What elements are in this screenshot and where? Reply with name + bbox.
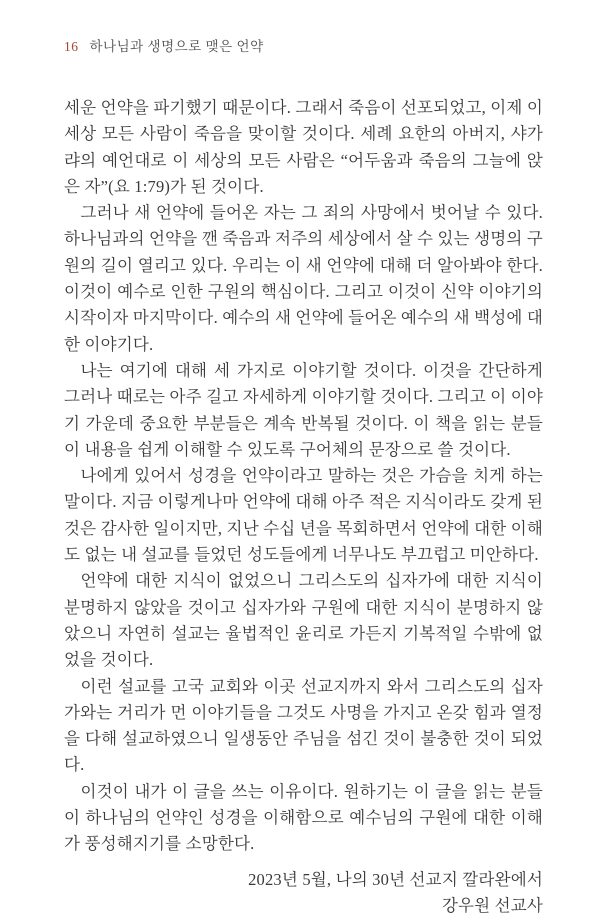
- running-head: [64, 38, 543, 56]
- paragraph-7: 이것이 내가 이 글을 쓰는 이유이다. 원하기는 이 글을 읽는 분들이 하나님의 언약인 성경을 이해함으로 예수님의 구원에 대한 이해가 풍성해지기를 소망한다.: [64, 781, 543, 854]
- paragraph-6: 이런 설교를 고국 교회와 이곳 선교지까지 와서 그리스도의 십자가와는 거리가 먼 이야기들을 그것도 사명을 가지고 온갖 힘과 열정을 다해 설교하였으니 일생동안 주님을 섬긴 것이 불충한 것이 되었다.: [64, 676, 543, 775]
- running-head-title: 하나님과 생명으로 맺은 언약: [89, 39, 264, 54]
- signature-author: 강우원 선교사: [441, 895, 543, 915]
- paragraph-5: 언약에 대한 지식이 없었으니 그리스도의 십자가에 대한 지식이 분명하지 않았을 것이고 십자가와 구원에 대한 지식이 분명하지 않았으니 자연히 설교는 율법적인 윤리로 가든지 기복적일 수밖에 없었을 것이다.: [64, 571, 543, 670]
- paragraph-2: 그러나 새 언약에 들어온 자는 그 죄의 사망에서 벗어날 수 있다. 하나님과의 언약을 깬 죽음과 저주의 세상에서 살 수 있는 생명의 구원의 길이 열리고 있다. 우리는 이 새 언약에 대해 더 알아봐야 한다. 이것이 예수로 인한 구원의 핵심이다. 그리고 이것이 신약 이야기의 시작이자 마지막이다. 예수의 새 언약에 들어온 예수의 새 백성에 대한 이야기다.: [64, 203, 544, 354]
- paragraph-4: 나에게 있어서 성경을 언약이라고 말하는 것은 가슴을 치게 하는 말이다. 지금 이렇게나마 언약에 대해 아주 적은 지식이라도 갖게 된 것은 감사한 일이지만, 지난 수십 년을 목회하면서 언약에 대한 이해도 없는 내 설교를 들었던 성도들에게 너무나도 부끄럽고 미안하다.: [64, 466, 544, 565]
- paragraph-3: 나는 여기에 대해 세 가지로 이야기할 것이다. 이것을 간단하게 그러나 때로는 아주 길고 자세하게 이야기할 것이다. 그리고 이 이야기 가운데 중요한 부분들은 계속 반복될 것이다. 이 책을 읽는 분들이 내용을 쉽게 이해할 수 있도록 구어체의 문장으로 쓸 것이다.: [64, 360, 544, 459]
- page-number: 16: [64, 39, 79, 54]
- paragraph-1: 세운 언약을 파기했기 때문이다. 그래서 죽음이 선포되었고, 이제 이 세상 모든 사람이 죽음을 맞이할 것이다. 세례 요한의 아버지, 샤가랴의 예언대로 이 세상의 모든 사람은 “어두움과 죽음의 그늘에 앉은 자”(요 1:79)가 된 것이다.: [64, 98, 544, 196]
- signature-date-place: 2023년 5월, 나의 30년 선교지 깔라완에서: [248, 869, 543, 889]
- body-text: [64, 95, 543, 858]
- signature-block: [64, 867, 543, 919]
